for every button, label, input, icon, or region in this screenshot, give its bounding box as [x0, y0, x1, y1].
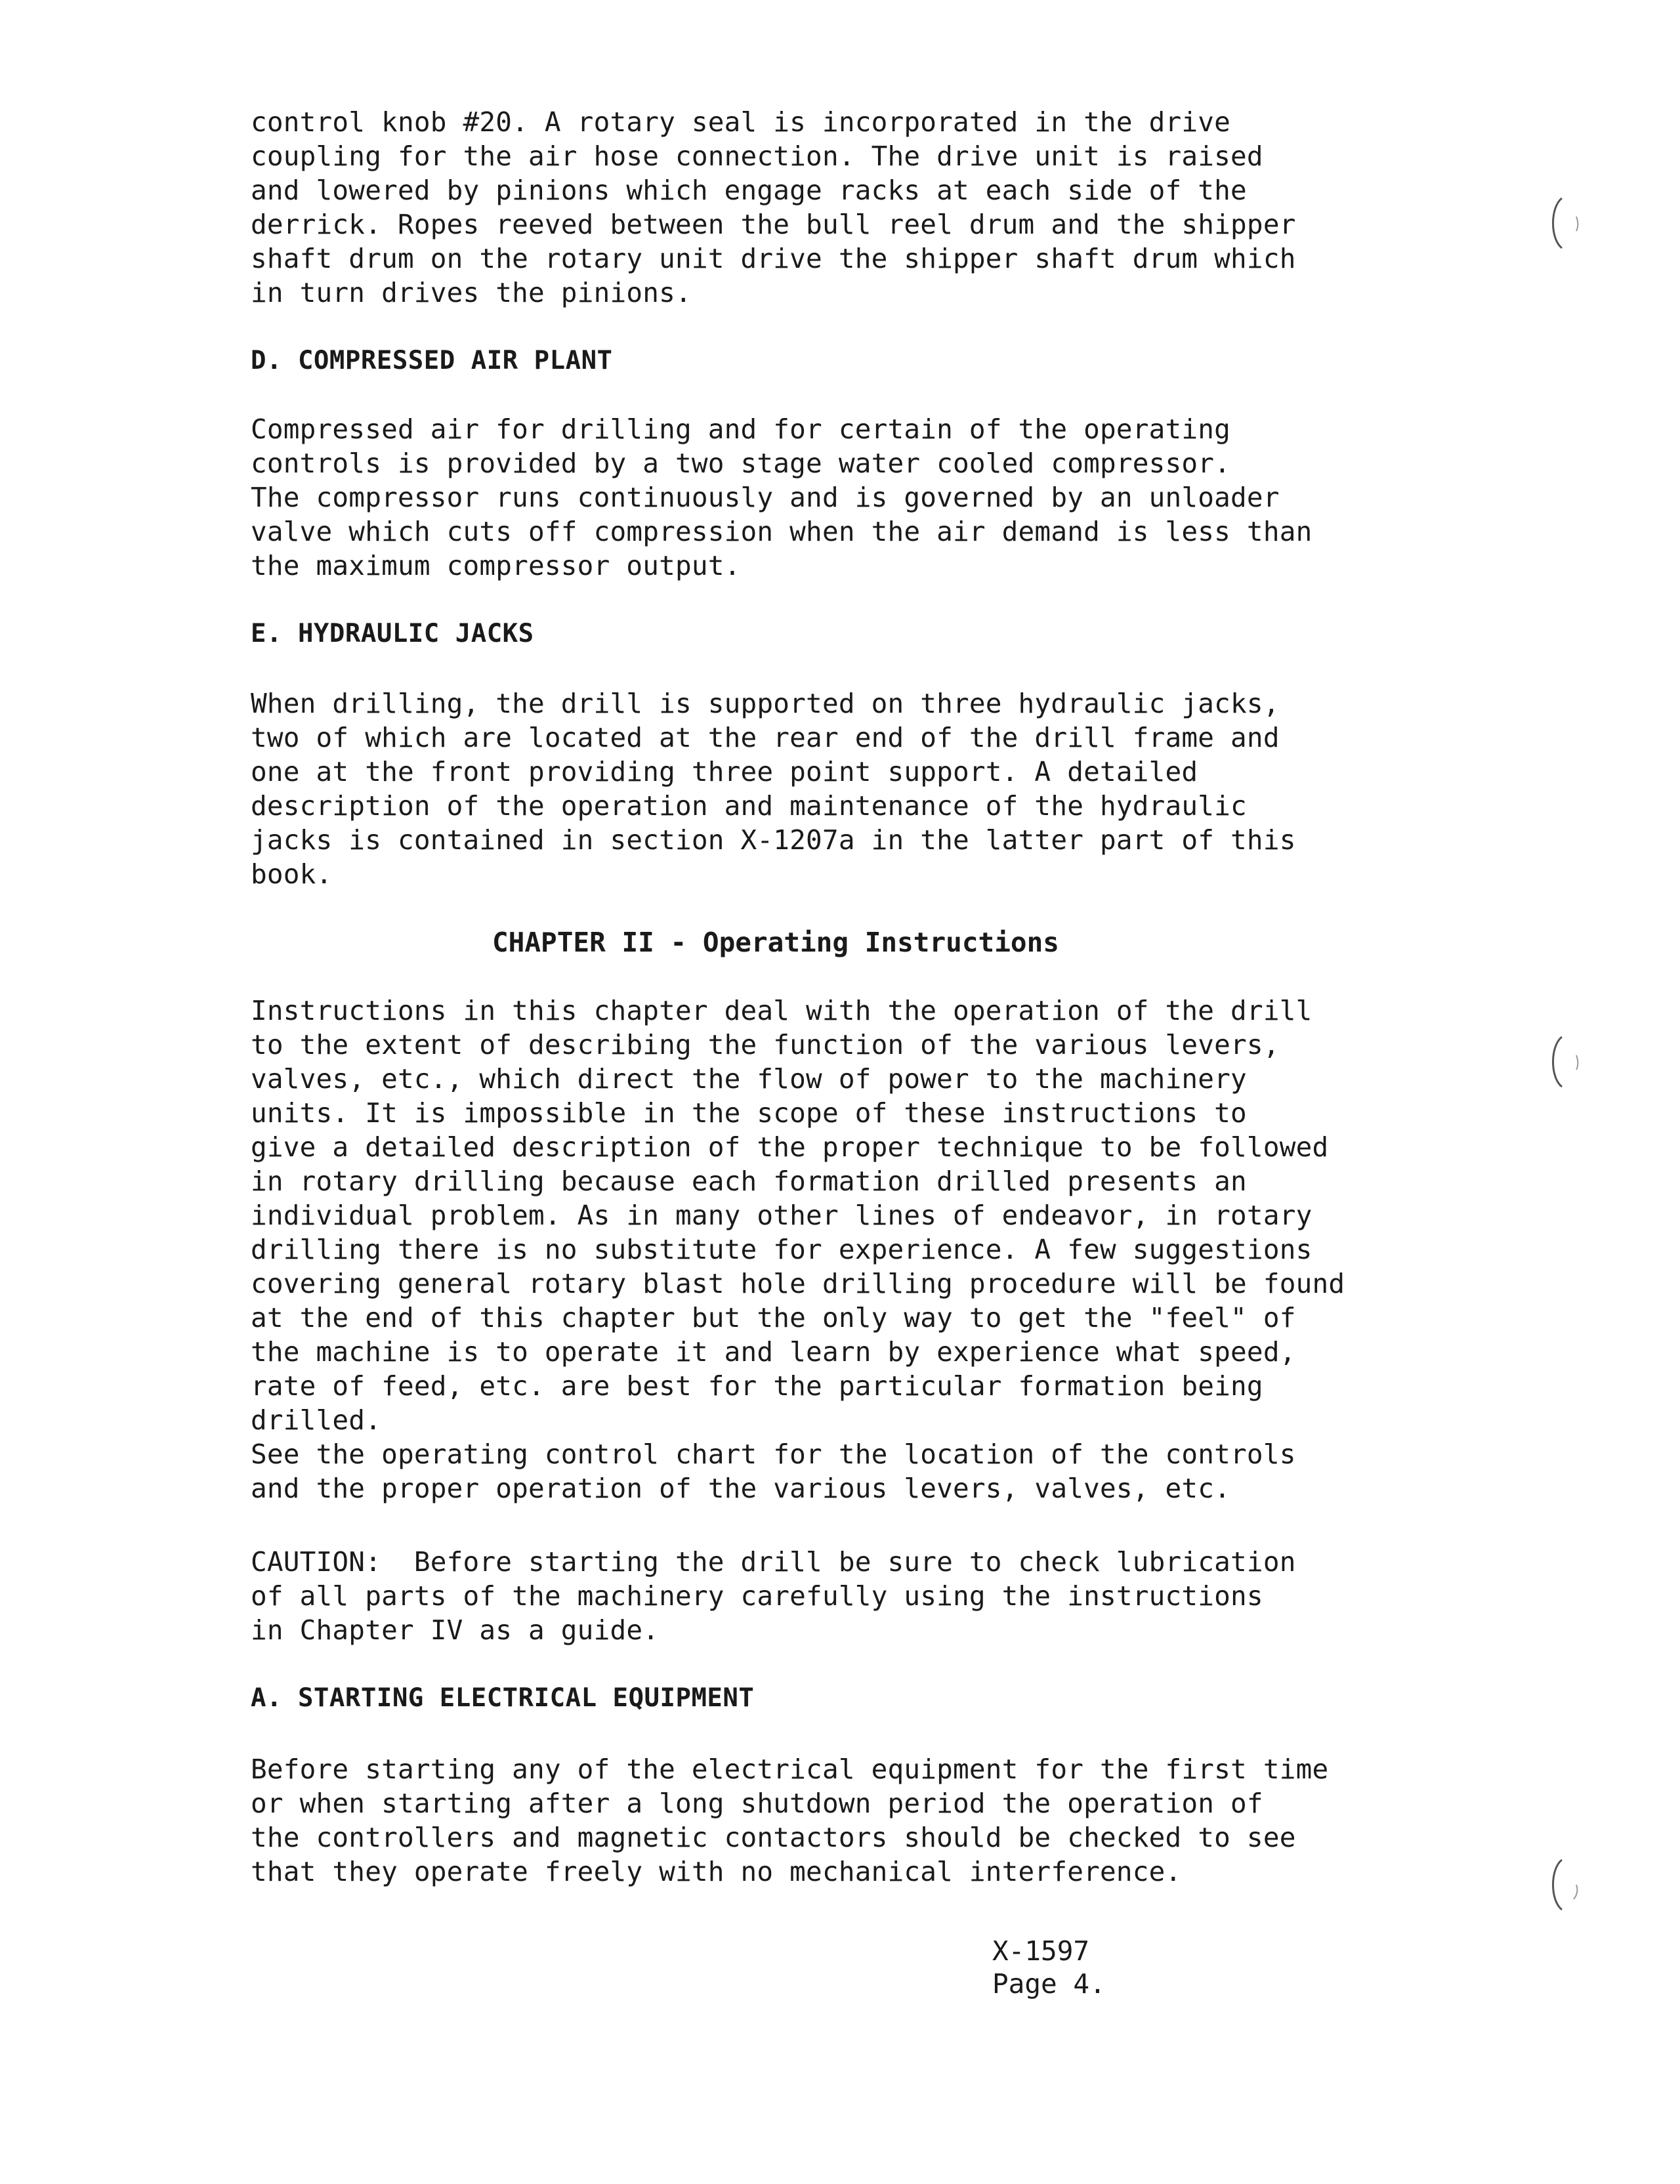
text-line: in turn drives the pinions. — [251, 277, 692, 308]
text-line: in Chapter IV as a guide. — [251, 1614, 660, 1646]
punch-hole-mark — [1544, 1029, 1583, 1095]
text-line: CAUTION: Before starting the drill be sure to check lubrication — [251, 1546, 1296, 1578]
text-line: description of the operation and maintenance of the hydraulic — [251, 790, 1247, 822]
section-d-heading: D. COMPRESSED AIR PLANT — [251, 346, 613, 375]
text-line: the maximum compressor output. — [251, 550, 741, 581]
text-line: coupling for the air hose connection. The drive unit is raised — [251, 140, 1263, 172]
text-line: rate of feed, etc. are best for the particular formation being — [251, 1370, 1263, 1402]
text-line: one at the front providing three point support. A detailed — [251, 756, 1198, 788]
text-line: and the proper operation of the various levers, valves, etc. — [251, 1473, 1231, 1504]
text-line: or when starting after a long shutdown period the operation of — [251, 1788, 1263, 1819]
text-line: controls is provided by a two stage water cooled compressor. — [251, 448, 1231, 479]
text-line: The compressor runs continuously and is governed by an unloader — [251, 482, 1280, 513]
text-line: units. It is impossible in the scope of these instructions to — [251, 1097, 1247, 1129]
text-line: drilling there is no substitute for experience. A few suggestions — [251, 1234, 1312, 1265]
text-line: the controllers and magnetic contactors should be checked to see — [251, 1822, 1296, 1853]
text-line: valve which cuts off compression when the air demand is less than — [251, 516, 1312, 547]
text-line: covering general rotary blast hole drilling procedure will be found — [251, 1268, 1345, 1299]
text-line: the machine is to operate it and learn by experience what speed, — [251, 1336, 1296, 1368]
intro-paragraph — [251, 105, 1419, 310]
section-d-body — [251, 412, 1419, 583]
chapter-title: CHAPTER II - Operating Instructions — [492, 927, 1059, 958]
punch-hole-mark — [1544, 1852, 1583, 1918]
text-line: jacks is contained in section X-1207a in the latter part of this — [251, 824, 1296, 856]
section-a-body — [251, 1752, 1419, 1889]
text-line: at the end of this chapter but the only way to get the "feel" of — [251, 1302, 1296, 1334]
text-line: individual problem. As in many other lines of endeavor, in rotary — [251, 1200, 1312, 1231]
section-a-heading: A. STARTING ELECTRICAL EQUIPMENT — [251, 1683, 755, 1713]
text-line: derrick. Ropes reeved between the bull reel drum and the shipper — [251, 209, 1296, 240]
text-line: book. — [251, 858, 333, 890]
text-line: Before starting any of the electrical equipment for the first time — [251, 1754, 1329, 1785]
text-line: give a detailed description of the proper technique to be followed — [251, 1131, 1329, 1163]
section-e-body — [251, 686, 1419, 891]
caution-note — [251, 1545, 1419, 1647]
text-line: Compressed air for drilling and for certain of the operating — [251, 413, 1231, 445]
text-line: When drilling, the drill is supported on three hydraulic jacks, — [251, 688, 1280, 719]
text-line: of all parts of the machinery carefully using the instructions — [251, 1580, 1263, 1612]
text-line: See the operating control chart for the location of the controls — [251, 1438, 1296, 1470]
text-line: valves, etc., which direct the flow of power to the machinery — [251, 1063, 1247, 1095]
text-line: shaft drum on the rotary unit drive the shipper shaft drum which — [251, 243, 1296, 274]
text-line: two of which are located at the rear end of the drill frame and — [251, 722, 1280, 753]
text-line: Instructions in this chapter deal with the operation of the drill — [251, 995, 1312, 1026]
punch-hole-mark — [1544, 190, 1583, 256]
chapter-intro-body — [251, 994, 1419, 1505]
text-line: to the extent of describing the function of the various levers, — [251, 1029, 1280, 1060]
page-footer — [992, 1935, 1106, 2000]
text-line: and lowered by pinions which engage racks at each side of the — [251, 175, 1247, 206]
text-line: in rotary drilling because each formation drilled presents an — [251, 1166, 1247, 1197]
text-line: drilled. — [251, 1404, 382, 1436]
section-e-heading: E. HYDRAULIC JACKS — [251, 619, 534, 648]
document-number: X-1597 — [992, 1935, 1090, 1967]
page-number: Page 4. — [992, 1968, 1106, 2000]
text-line: that they operate freely with no mechanical interference. — [251, 1856, 1182, 1887]
text-line: control knob #20. A rotary seal is incorporated in the drive — [251, 106, 1231, 138]
